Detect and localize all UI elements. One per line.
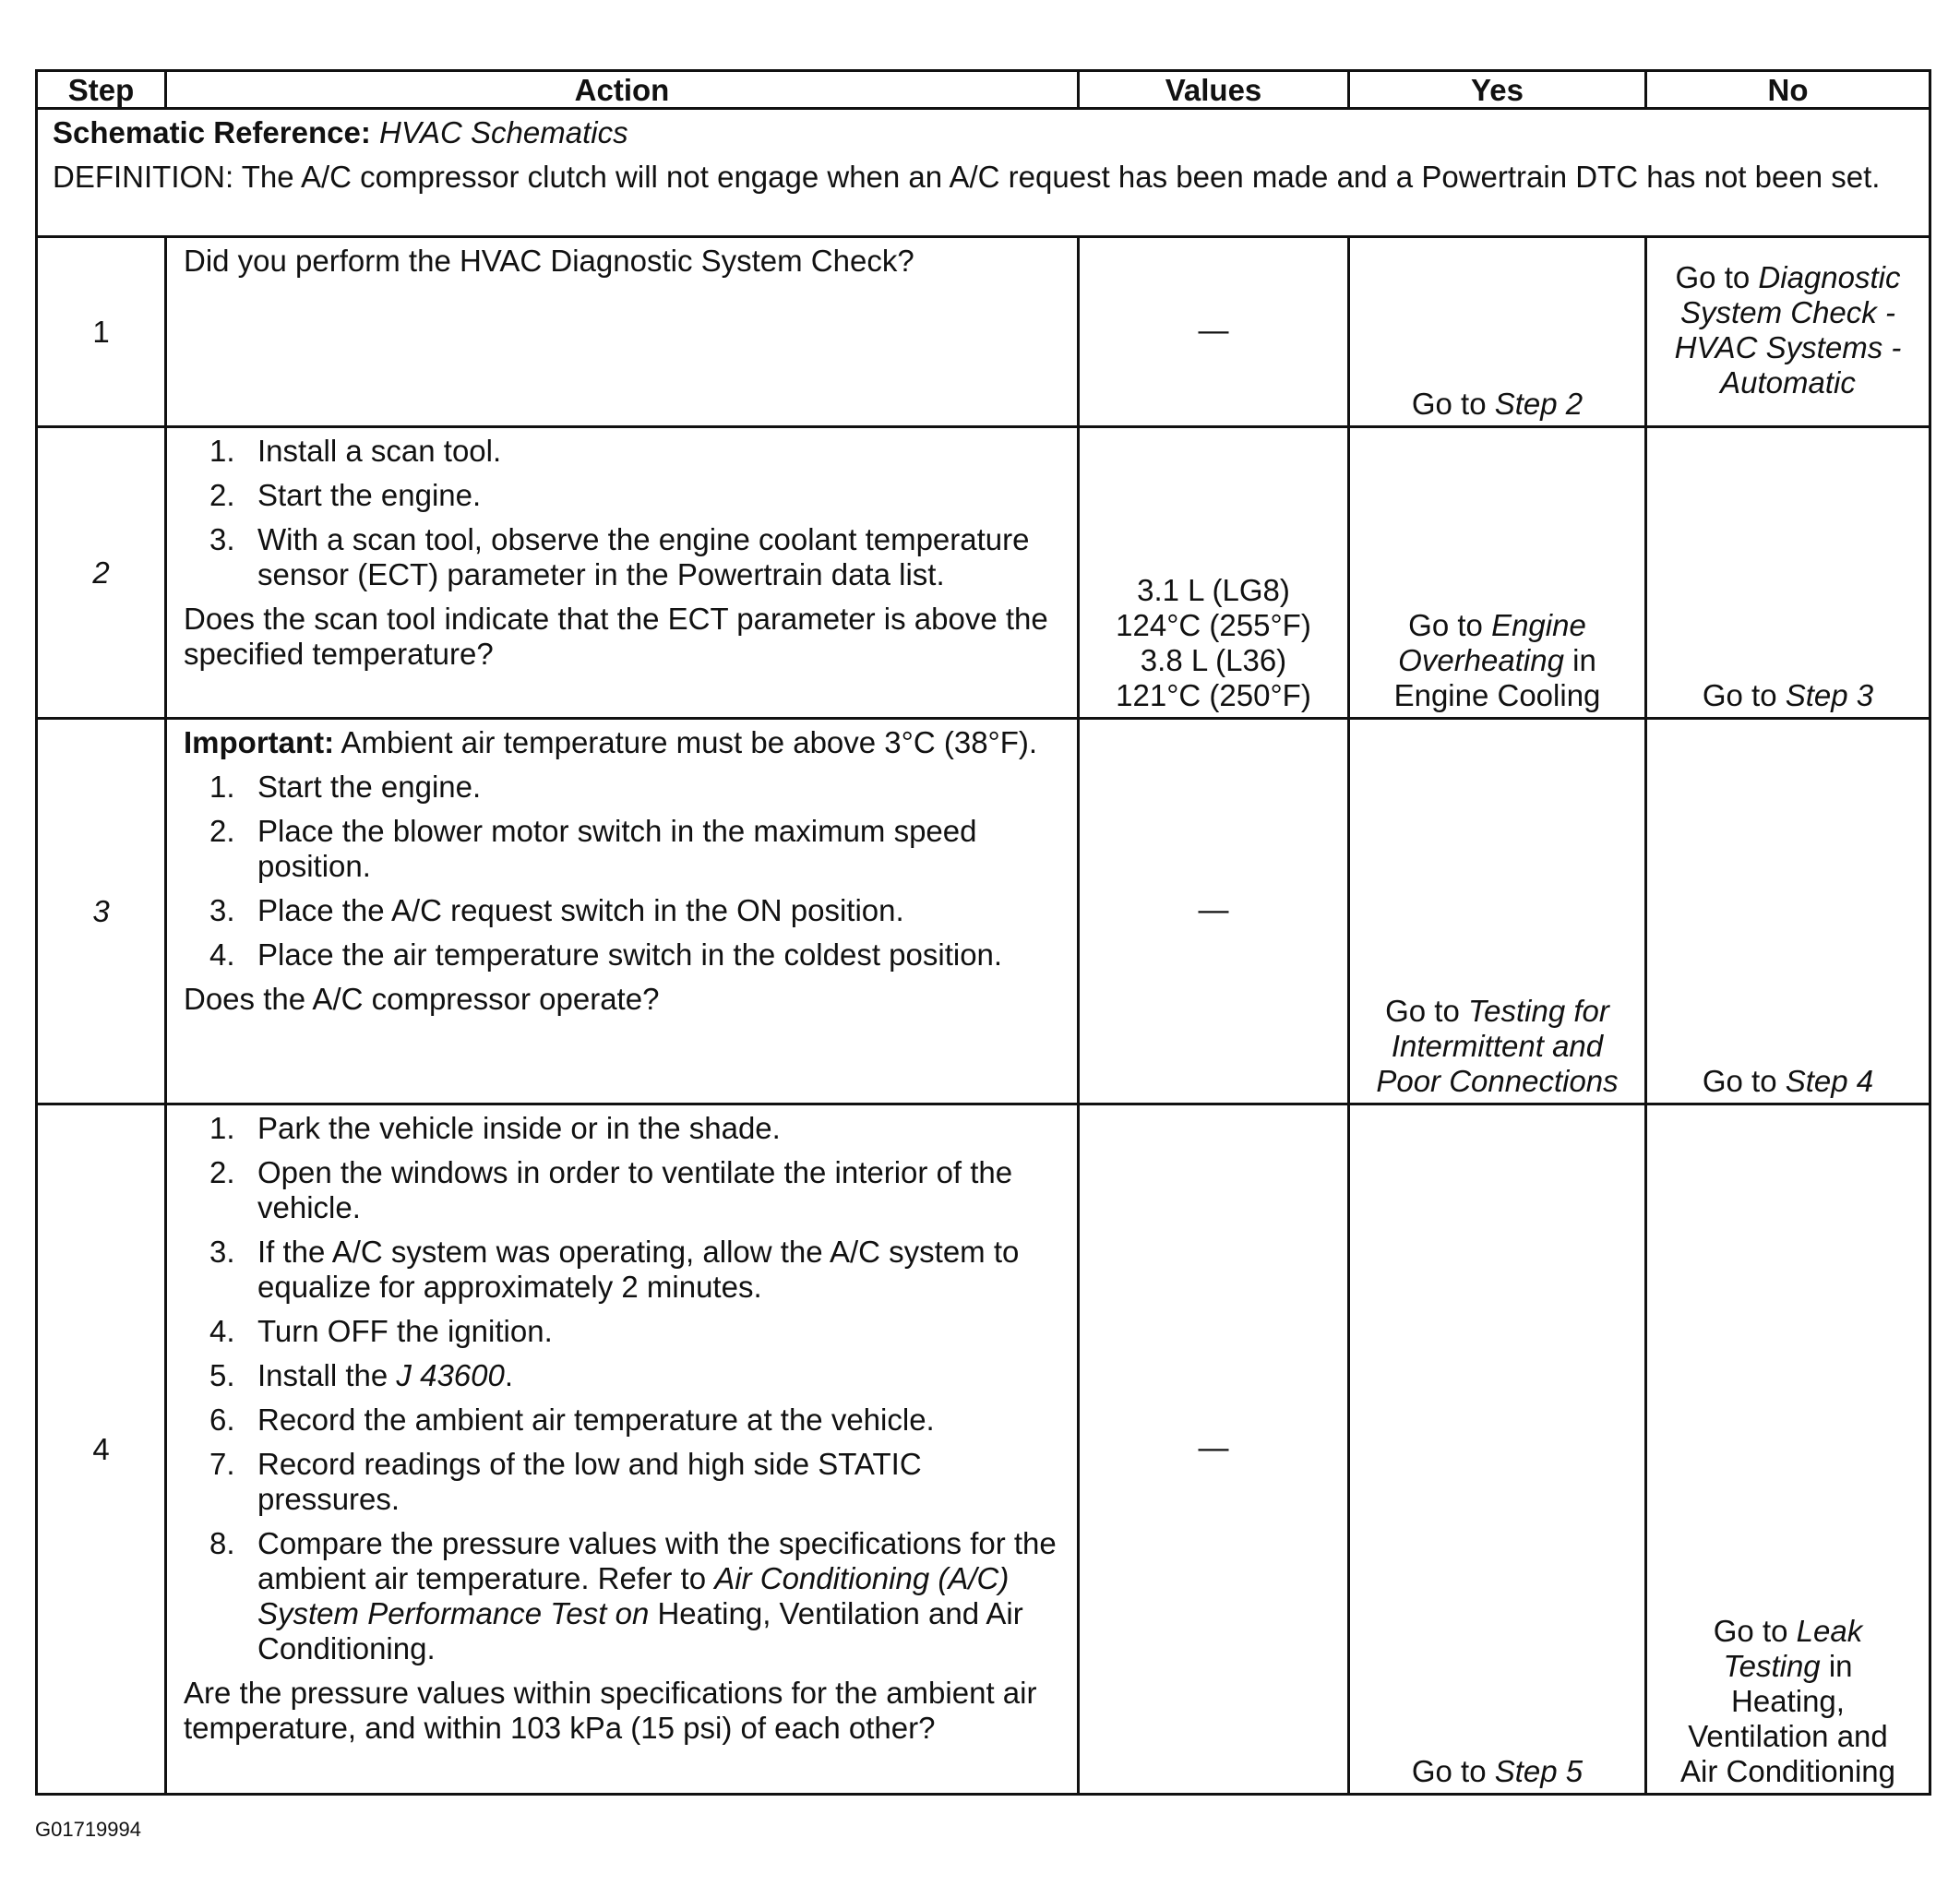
figure-id: G01719994 bbox=[35, 1818, 141, 1841]
step-number: 2 bbox=[37, 427, 166, 719]
important-note bbox=[184, 725, 1064, 760]
yes-line: Go to Testing for bbox=[1385, 994, 1609, 1028]
no-line: Testing in bbox=[1723, 1649, 1853, 1683]
definition-text: DEFINITION: The A/C compressor clutch will not engage when an A/C request has been made and a Powertrain DTC has not been set. bbox=[53, 160, 1881, 194]
action-item: 3. If the A/C system was operating, allow the A/C system to equalize for approximately 2 minutes. bbox=[209, 1235, 1020, 1304]
no-step-ref: Step 3 bbox=[1785, 678, 1874, 712]
schematic-value: HVAC Schematics bbox=[379, 115, 628, 149]
action-item: 4. Turn OFF the ignition. bbox=[209, 1314, 553, 1348]
action-cell bbox=[166, 427, 1079, 719]
action-item: 1. Install a scan tool. bbox=[209, 434, 502, 468]
intro-row bbox=[37, 109, 1930, 237]
header-action: Action bbox=[166, 71, 1079, 109]
diagnostic-table-document bbox=[35, 69, 1929, 1796]
no-line bbox=[1653, 295, 1923, 330]
value-line: 121°C (250°F) bbox=[1116, 678, 1311, 712]
no-line: Ventilation and bbox=[1688, 1719, 1888, 1753]
values-cell: — bbox=[1079, 719, 1349, 1104]
values-cell: — bbox=[1079, 237, 1349, 427]
step-row-2 bbox=[37, 427, 1930, 719]
action-item: 3. With a scan tool, observe the engine coolant temperature sensor (ECT) parameter in the Powertrain data list. bbox=[209, 522, 1030, 591]
yes-cell bbox=[1349, 427, 1646, 719]
action-list bbox=[184, 434, 1064, 592]
header-no: No bbox=[1646, 71, 1930, 109]
no-cell bbox=[1646, 1104, 1930, 1795]
yes-line: Poor Connections bbox=[1376, 1064, 1619, 1098]
no-ref-line: Automatic bbox=[1720, 364, 1856, 400]
yes-cell bbox=[1349, 237, 1646, 427]
no-prefix: Go to bbox=[1702, 1064, 1786, 1098]
step-row-1 bbox=[37, 237, 1930, 427]
values-cell: — bbox=[1079, 1104, 1349, 1795]
action-item: 3. Place the A/C request switch in the ON position. bbox=[209, 893, 904, 927]
yes-line: Overheating in bbox=[1398, 643, 1596, 677]
action-item: 6. Record the ambient air temperature at the vehicle. bbox=[209, 1403, 935, 1437]
no-line bbox=[1653, 330, 1923, 365]
question-text: Are the pressure values within specifications for the ambient air temperature, and within 103 kPa (15 psi) of each other? bbox=[184, 1676, 1037, 1745]
header-yes: Yes bbox=[1349, 71, 1646, 109]
no-ref-diagnostic: Diagnostic bbox=[1758, 259, 1901, 294]
header-row bbox=[37, 71, 1930, 109]
action-item: 2. Place the blower motor switch in the maximum speed position. bbox=[209, 814, 977, 883]
action-item: 2. Open the windows in order to ventilate the interior of the vehicle. bbox=[209, 1155, 1013, 1224]
important-label: Important: bbox=[184, 725, 335, 759]
no-ref-line: System Check - bbox=[1680, 294, 1895, 329]
schematic-label: Schematic Reference: bbox=[53, 115, 371, 149]
no-line bbox=[1653, 365, 1923, 400]
no-line: Air Conditioning bbox=[1680, 1754, 1895, 1788]
yes-prefix: Go to bbox=[1411, 1754, 1495, 1788]
action-cell bbox=[166, 237, 1079, 427]
no-cell bbox=[1646, 427, 1930, 719]
yes-step-ref: Step 5 bbox=[1494, 1754, 1584, 1788]
action-item: 4. Place the air temperature switch in the coldest position. bbox=[209, 937, 1003, 972]
important-text: Ambient air temperature must be above 3°C (38°F). bbox=[334, 725, 1038, 759]
action-cell bbox=[166, 719, 1079, 1104]
no-cell bbox=[1646, 719, 1930, 1104]
header-step: Step bbox=[37, 71, 166, 109]
no-step-ref: Step 4 bbox=[1785, 1064, 1874, 1098]
yes-step-ref: Step 2 bbox=[1494, 387, 1584, 421]
value-line: 124°C (255°F) bbox=[1116, 608, 1311, 642]
step-number: 1 bbox=[37, 237, 166, 427]
action-item: 1. Start the engine. bbox=[209, 770, 482, 804]
question-text: Did you perform the HVAC Diagnostic System Check? bbox=[184, 244, 914, 278]
action-cell bbox=[166, 1104, 1079, 1795]
no-cell bbox=[1646, 237, 1930, 427]
yes-line: Engine Cooling bbox=[1393, 678, 1601, 712]
step-row-3 bbox=[37, 719, 1930, 1104]
action-list bbox=[184, 1111, 1064, 1666]
question-text: Does the A/C compressor operate? bbox=[184, 982, 660, 1016]
no-prefix: Go to bbox=[1702, 678, 1786, 712]
header-values: Values bbox=[1079, 71, 1349, 109]
yes-line: Go to Engine bbox=[1408, 608, 1586, 642]
procedure-ref: Air Conditioning (A/C) System Performance Test on bbox=[257, 1561, 1010, 1630]
diagnostic-table bbox=[35, 69, 1931, 1796]
action-item: 1. Park the vehicle inside or in the shade. bbox=[209, 1111, 781, 1145]
action-item: 5. Install the J 43600. bbox=[209, 1358, 514, 1392]
value-line: 3.8 L (L36) bbox=[1140, 643, 1287, 677]
no-line: Heating, bbox=[1731, 1684, 1845, 1718]
action-item: 7. Record readings of the low and high side STATIC pressures. bbox=[209, 1447, 922, 1516]
question-text: Does the scan tool indicate that the ECT parameter is above the specified temperature? bbox=[184, 602, 1048, 671]
value-line: 3.1 L (LG8) bbox=[1137, 573, 1290, 607]
no-line: Go to Diagnostic bbox=[1675, 259, 1901, 294]
yes-cell bbox=[1349, 719, 1646, 1104]
action-list bbox=[184, 770, 1064, 973]
yes-line: Intermittent and bbox=[1391, 1029, 1604, 1063]
tool-ref: J 43600 bbox=[396, 1358, 505, 1392]
yes-cell bbox=[1349, 1104, 1646, 1795]
schematic-reference bbox=[53, 115, 1916, 150]
no-ref-line: HVAC Systems - bbox=[1674, 329, 1902, 364]
no-line: Go to Leak bbox=[1713, 1614, 1863, 1648]
step-row-4 bbox=[37, 1104, 1930, 1795]
action-item: 2. Start the engine. bbox=[209, 478, 482, 512]
intro-cell bbox=[37, 109, 1930, 237]
values-cell bbox=[1079, 427, 1349, 719]
action-item: 8. Compare the pressure values with the specifications for the ambient air temperature. Refer to Air Conditioning (A/C) System Performance Test on Heating, Ventilation and Air Conditioning. bbox=[209, 1526, 1057, 1665]
step-number: 3 bbox=[37, 719, 166, 1104]
yes-prefix: Go to bbox=[1411, 387, 1495, 421]
step-number: 4 bbox=[37, 1104, 166, 1795]
